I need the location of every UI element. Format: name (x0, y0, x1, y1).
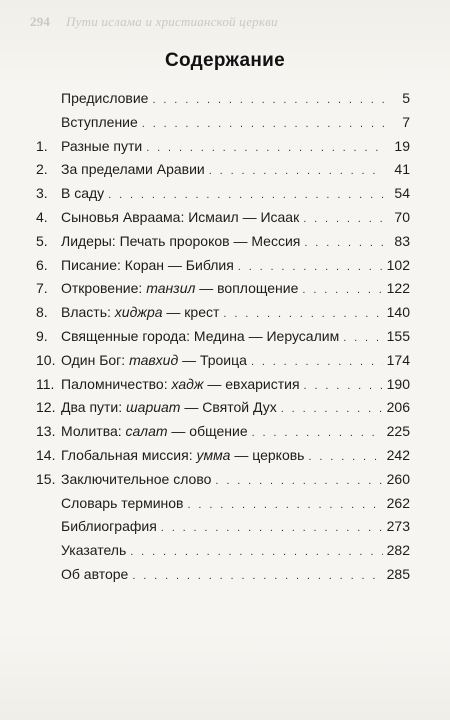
toc-leader-dots (161, 518, 383, 538)
toc-entry-title (58, 374, 300, 394)
toc-entry-page-number: 262 (386, 494, 410, 511)
toc-leader-dots (223, 304, 382, 324)
toc-entry-number: 4. (36, 208, 48, 225)
toc-entry-number: 3. (36, 185, 48, 202)
toc-entry (36, 493, 410, 517)
toc-entry-page-number: 41 (394, 161, 410, 178)
toc-entry-term: тавхид (129, 351, 179, 368)
toc-entry-number: 1. (36, 137, 48, 154)
toc-entry-title (58, 159, 205, 179)
toc-entry-page-number: 225 (386, 423, 410, 440)
toc-entry-title (58, 136, 142, 156)
toc-entry-title-part: Лидеры: Печать пророков — Мессия (61, 232, 301, 249)
toc-leader-dots (132, 566, 382, 586)
toc-entry-page-number: 155 (386, 327, 410, 344)
toc-entry-page-number: 285 (386, 565, 410, 582)
toc-entry-number: 12. (36, 399, 56, 416)
toc-entry-page-number: 190 (386, 375, 410, 392)
toc-entry (36, 278, 410, 302)
toc-entry-page-number: 273 (386, 518, 410, 535)
bleed-through-page-number: 294 (30, 14, 51, 29)
toc-entry-title (58, 564, 128, 584)
toc-entry-title (58, 207, 299, 227)
toc-entry (36, 255, 410, 279)
toc-leader-dots (142, 114, 384, 134)
bleed-through-header (30, 14, 430, 30)
toc-entry (36, 207, 410, 231)
toc-entry-number: 14. (36, 446, 56, 463)
toc-entry-page-number: 54 (394, 185, 410, 202)
toc-leader-dots (308, 447, 382, 467)
toc-entry-term: танзил (146, 280, 196, 297)
toc-entry-title (58, 183, 104, 203)
toc-leader-dots (252, 423, 383, 443)
toc-entry (36, 112, 410, 136)
toc-entry-title (58, 445, 304, 465)
toc-entry-title (58, 516, 157, 536)
toc-entry-title-part: — Святой Дух (180, 399, 277, 416)
toc-entry-term: салат (125, 423, 168, 440)
toc-entry-title-part: Писание: Коран — Библия (61, 256, 234, 273)
toc-entry-title-part: — Троица (178, 351, 247, 368)
toc-leader-dots (188, 495, 383, 515)
toc-entry-title-part: Словарь терминов (61, 494, 184, 511)
toc-leader-dots (343, 328, 382, 348)
toc-leader-dots (238, 257, 383, 277)
toc-entry-term: хиджра (114, 304, 163, 321)
toc-entry-title (58, 469, 211, 489)
toc-entry (36, 183, 410, 207)
toc-entry-page-number: 83 (394, 232, 410, 249)
page-title: Содержание (164, 50, 286, 71)
toc-entry-title-part: В саду (61, 185, 105, 202)
toc-leader-dots (304, 233, 384, 253)
table-of-contents (36, 88, 410, 588)
toc-entry (36, 564, 410, 588)
toc-leader-dots (215, 471, 382, 491)
toc-entry-number: 13. (36, 423, 56, 440)
toc-entry-number: 15. (36, 470, 56, 487)
toc-leader-dots (303, 209, 384, 229)
toc-entry (36, 540, 410, 564)
toc-entry-page-number: 242 (386, 446, 410, 463)
toc-entry-number: 5. (36, 232, 48, 249)
toc-leader-dots (302, 280, 382, 300)
toc-entry (36, 397, 410, 421)
toc-entry-page-number: 206 (386, 399, 410, 416)
toc-leader-dots (130, 542, 382, 562)
toc-entry-page-number: 282 (386, 542, 410, 559)
toc-leader-dots (304, 376, 383, 396)
toc-entry-title-part: Глобальная миссия: (61, 446, 197, 463)
toc-entry-title-part: Паломничество: (61, 375, 172, 392)
toc-entry-title-part: Молитва: (61, 423, 126, 440)
toc-entry-title-part: — евхаристия (203, 375, 300, 392)
toc-entry-title-part: Библиография (61, 518, 157, 535)
toc-leader-dots (146, 138, 384, 158)
toc-entry (36, 159, 410, 183)
toc-entry-title (58, 493, 184, 513)
toc-entry-number: 10. (36, 351, 56, 368)
toc-entry-page-number: 174 (386, 351, 410, 368)
toc-entry-page-number: 5 (402, 90, 410, 106)
toc-entry (36, 374, 410, 398)
toc-entry (36, 88, 410, 112)
toc-entry (36, 516, 410, 540)
toc-leader-dots (108, 185, 384, 205)
toc-entry-title (58, 88, 148, 108)
toc-entry (36, 445, 410, 469)
toc-leader-dots (152, 90, 384, 110)
toc-entry-title-part: — общение (167, 423, 248, 440)
toc-entry-title-part: За пределами Аравии (61, 161, 205, 178)
toc-entry-term: умма (196, 446, 231, 463)
toc-entry-page-number: 122 (386, 280, 410, 297)
toc-entry (36, 302, 410, 326)
toc-entry-title-part: Священные города: Медина — Иерусалим (61, 327, 340, 344)
toc-entry-number: 8. (36, 304, 48, 321)
toc-entry-number: 2. (36, 161, 48, 178)
toc-entry-title-part: Сыновья Авраама: Исмаил — Исаак (61, 208, 300, 225)
toc-entry-title-part: Заключительное слово (61, 470, 212, 487)
toc-entry-title (58, 326, 339, 346)
toc-entry-title (58, 278, 298, 298)
toc-entry-title (58, 397, 277, 417)
toc-entry-title (58, 255, 234, 275)
toc-entry (36, 421, 410, 445)
toc-leader-dots (281, 399, 383, 419)
toc-entry-title-part: Разные пути (61, 137, 143, 154)
toc-entry-title-part: Указатель (61, 542, 127, 559)
toc-entry-title (58, 231, 300, 251)
toc-entry (36, 326, 410, 350)
toc-entry-title-part: Об авторе (61, 565, 129, 582)
toc-entry (36, 231, 410, 255)
toc-entry-number: 7. (36, 280, 48, 297)
toc-entry-title (58, 421, 248, 441)
toc-entry-number: 11. (36, 375, 55, 392)
toc-entry-title-part: Предисловие (61, 90, 149, 106)
toc-entry-title-part: — церковь (230, 446, 305, 463)
toc-entry-page-number: 140 (386, 304, 410, 321)
bleed-through-header-text: Пути ислама и христианской церкви (66, 14, 278, 29)
toc-entry-page-number: 102 (386, 256, 410, 273)
toc-entry-number: 9. (36, 327, 48, 344)
toc-leader-dots (251, 352, 383, 372)
toc-entry-title (58, 112, 138, 132)
toc-entry-title (58, 350, 247, 370)
toc-entry-page-number: 70 (394, 208, 410, 225)
toc-entry-title (58, 540, 126, 560)
toc-entry-title-part: Один Бог: (61, 351, 130, 368)
toc-entry-number: 6. (36, 256, 48, 273)
toc-entry (36, 469, 410, 493)
toc-leader-dots (209, 161, 384, 181)
toc-entry-title-part: Откровение: (61, 280, 147, 297)
toc-entry (36, 350, 410, 374)
toc-entry-title-part: — воплощение (195, 280, 299, 297)
toc-entry-term: хадж (171, 375, 204, 392)
toc-entry-title-part: Власть: (61, 304, 115, 321)
toc-entry-title-part: — крест (162, 304, 220, 321)
toc-entry (36, 136, 410, 160)
toc-entry-page-number: 260 (386, 470, 410, 487)
toc-entry-page-number: 7 (402, 113, 410, 130)
toc-entry-title (58, 302, 219, 322)
toc-entry-term: шариат (126, 399, 181, 416)
toc-entry-title-part: Два пути: (61, 399, 127, 416)
toc-entry-title-part: Вступление (61, 113, 138, 130)
toc-entry-page-number: 19 (394, 137, 410, 154)
